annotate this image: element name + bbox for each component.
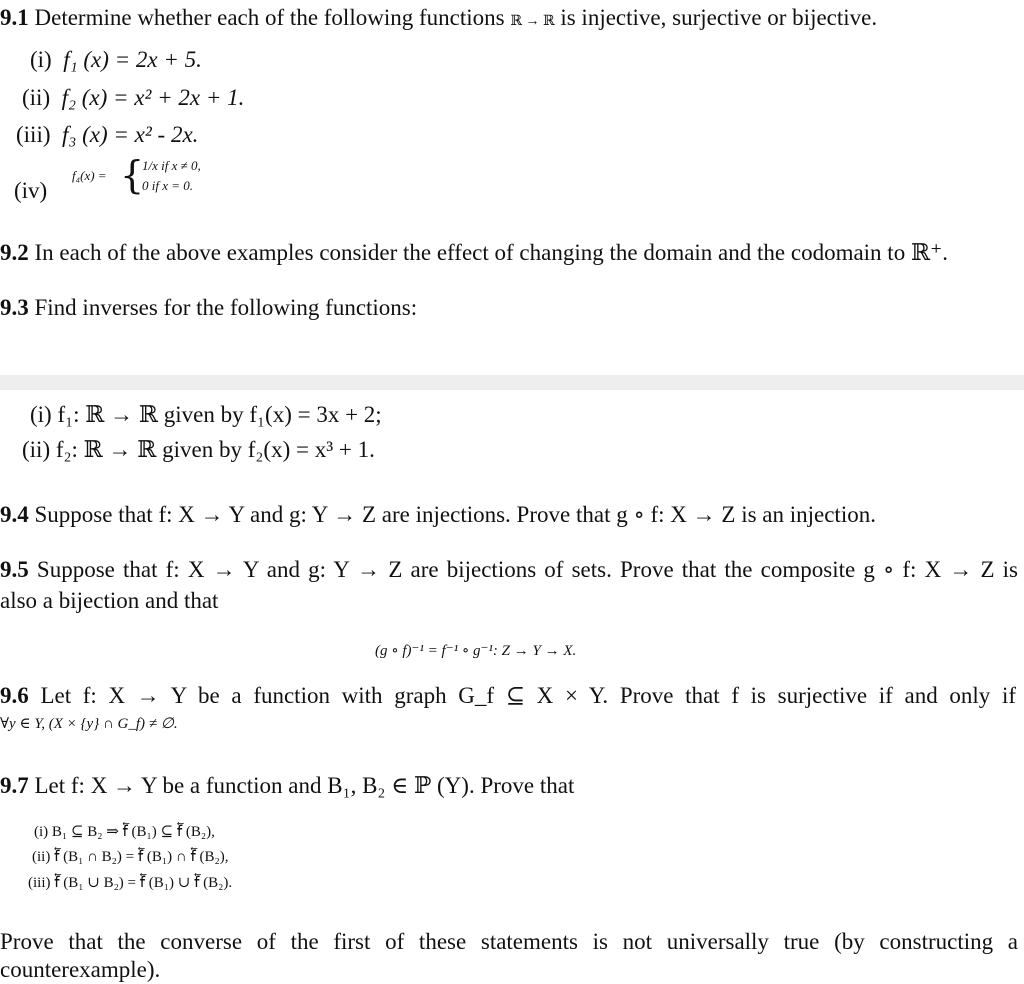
q9-3-item-i: (i) f₁: ℝ → ℝ given by f₁(x) = 3x + 2;	[30, 402, 382, 427]
q9-7-item-iii: (iii) f⃖ (B₁ ∪ B₂) = f⃖ (B₁) ∪ f⃖ (B₂).	[28, 875, 233, 891]
question-text-continued: is injective, surjective or bijective.	[560, 5, 878, 30]
q9-6-line-2: ∀y ∈ Y, (X × {y} ∩ G_f) ≠ ∅.	[0, 716, 178, 732]
question-number: 9.5	[0, 557, 29, 582]
codomain-symbol: ℝ⁺.	[910, 240, 948, 265]
map-notation: ℝ → ℝ	[510, 14, 555, 29]
q9-6-line-1	[0, 682, 1016, 710]
q9-7-closing-line-1: Prove that the converse of the first of these statements is not universally true (by constructing a	[0, 929, 1018, 954]
q9-5-line-2: also a bijection and that	[0, 588, 219, 613]
q9-7-item-i: (i) B₁ ⊆ B₂ ⇒ f⃖ (B₁) ⊆ f⃖ (B₂),	[34, 824, 215, 840]
q9-3-item-ii: (ii) f₂: ℝ → ℝ given by f₂(x) = x³ + 1.	[22, 437, 375, 462]
q9-1-item-iv-label: (iv)	[14, 178, 48, 203]
question-number: 9.6	[0, 683, 29, 708]
question-text: Determine whether each of the following functions	[34, 5, 505, 30]
question-text: Suppose that f: X → Y and g: Y → Z are injections. Prove that g ∘ f: X → Z is an injection.	[34, 502, 876, 527]
q9-7-closing-line-2: counterexample).	[0, 957, 161, 982]
piecewise-lhs: f₄(x) =	[72, 168, 107, 183]
q9-1-item-i	[30, 46, 202, 74]
item-formula: f₁ (x) = 2x + 5.	[63, 47, 202, 72]
question-text: Let f: X → Y be a function and B₁, B₂ ∈ ℙ (Y). Prove that	[34, 773, 575, 798]
q9-7-heading	[0, 772, 574, 800]
q9-1-item-iii	[16, 121, 198, 149]
item-formula: f₃ (x) = x² - 2x.	[62, 122, 199, 147]
question-text: Suppose that f: X → Y and g: Y → Z are bijections of sets. Prove that the composite g ∘ f: X → Z is	[36, 557, 1019, 582]
question-number: 9.1	[0, 5, 29, 30]
q9-7-item-ii: (ii) f⃖ (B₁ ∩ B₂) = f⃖ (B₁) ∩ f⃖ (B₂),	[32, 849, 229, 865]
piecewise-case-1: 1/x if x ≠ 0,	[142, 158, 201, 173]
q9-4	[0, 501, 876, 529]
question-number: 9.2	[0, 240, 29, 265]
question-number: 9.3	[0, 295, 29, 320]
question-number: 9.7	[0, 773, 29, 798]
brace-icon: {	[120, 153, 145, 197]
question-text: Let f: X → Y be a function with graph G_f ⊆ X × Y. Prove that f is surjective if and only if	[40, 683, 1017, 708]
q9-2	[0, 239, 948, 267]
q9-1-item-ii	[22, 84, 244, 112]
piecewise-case-2: 0 if x = 0.	[142, 178, 194, 193]
q9-3-heading	[0, 294, 417, 322]
separator-bar	[0, 375, 1024, 390]
item-label: (iii)	[16, 122, 51, 147]
q9-1-heading	[0, 4, 877, 36]
question-text: In each of the above examples consider the effect of changing the domain and the codomain to	[34, 240, 906, 265]
q9-5-line-1	[0, 556, 1018, 584]
q9-5-formula: (g ∘ f)⁻¹ = f⁻¹ ∘ g⁻¹: Z → Y → X.	[375, 643, 577, 659]
item-formula: f₂ (x) = x² + 2x + 1.	[61, 85, 245, 110]
question-text: Find inverses for the following functions:	[34, 295, 418, 320]
item-label: (i)	[30, 47, 52, 72]
question-number: 9.4	[0, 502, 29, 527]
item-label: (ii)	[22, 85, 51, 110]
